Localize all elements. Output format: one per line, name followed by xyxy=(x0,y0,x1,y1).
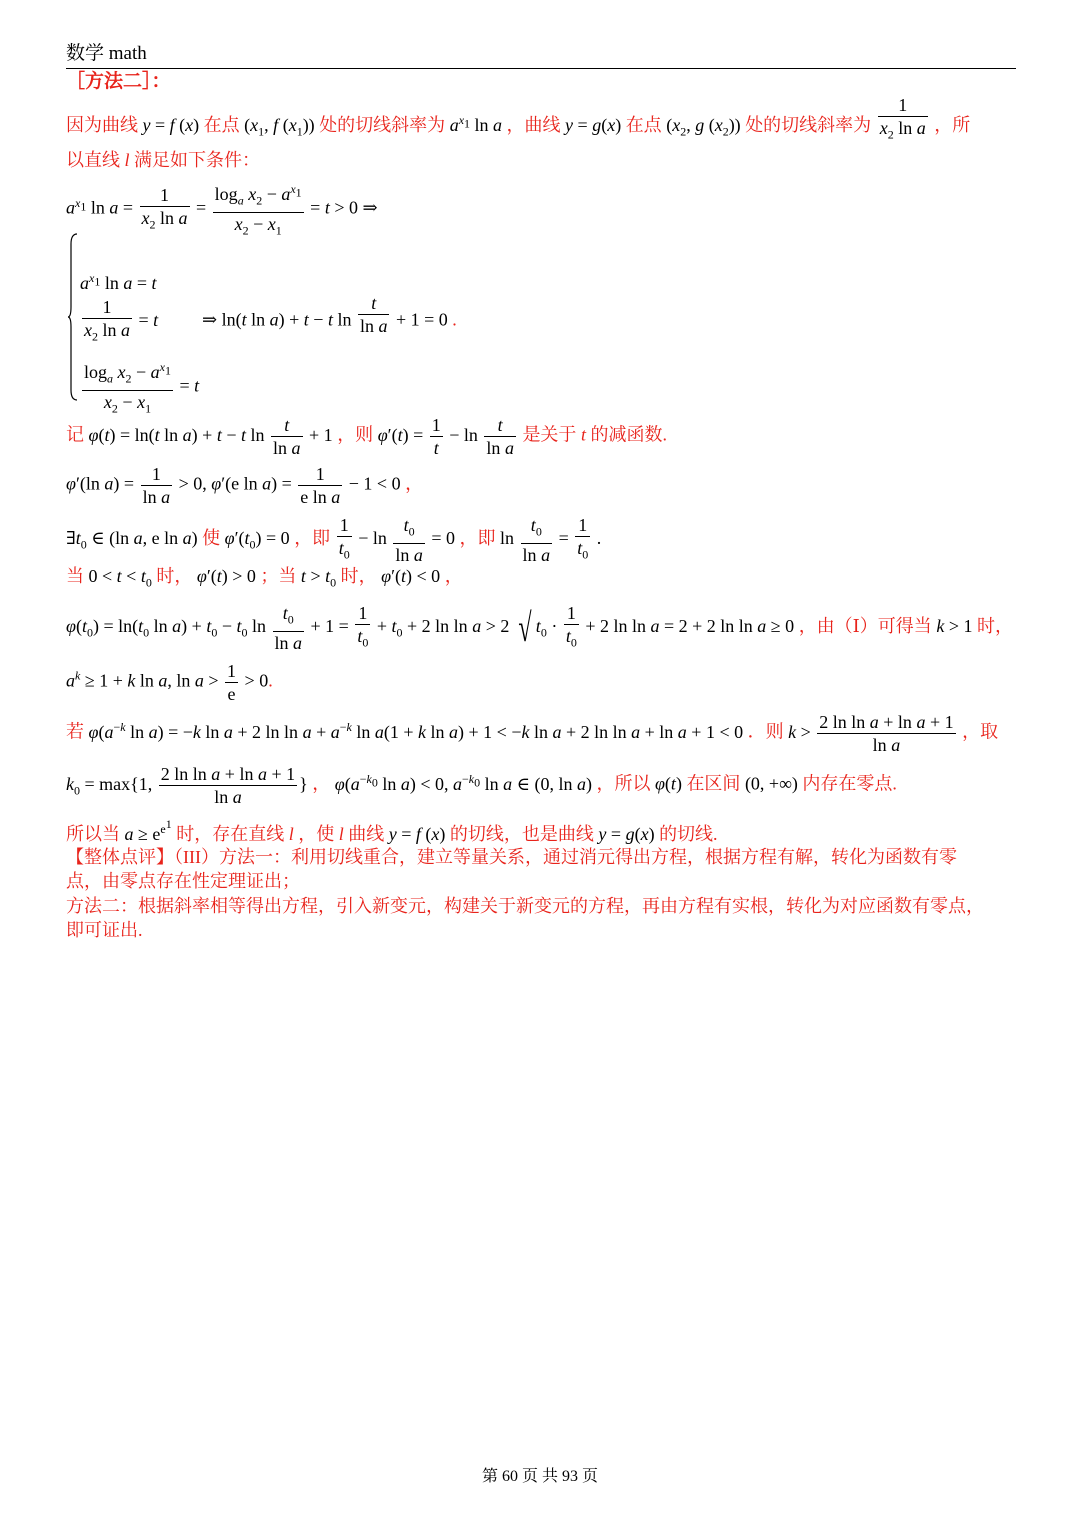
line-exists-t0: $\exists t_0$ ∈ (ln a, e ln a) 使 $\varphi'(t_0) = 0$ ，即 $\frac{1}{t_0}$ − ln $\frac{t_0}{\text{ln a}}$ = 0 ，即 ln $\frac{t_0}{\text{ln a}}$ = $\frac{1}{t_0}$ . xyxy=(66,515,602,565)
header-title: 数学 math xyxy=(66,43,147,64)
system-eq-2: $\frac{1}{x_2 \ln a}$ = t xyxy=(84,297,159,344)
system-brace xyxy=(68,232,78,402)
line-monotonic: 当 $0 < t < t_0$ 时， φ′(t) > 0 ；当 $t > t_0$ 时， φ′(t) < 0 ， xyxy=(66,566,463,590)
line-slope-conditions: 因为曲线 y = f (x) 在点 ($x_1$, f $(x_1)$) 处的切线斜率为 $a^{x_1}$ ln a ，曲线 y = g(x) 在点 ($x_2$, g $(x_2)$) 处的切线斜率为 $\frac{1}{x_2 \ln a}$ ，所 xyxy=(66,95,971,142)
review-line-2: 点，由零点存在性定理证出； xyxy=(66,871,300,891)
line-phi-values: φ′(ln a) = $\frac{1}{\text{ln a}}$ > 0, φ′(e ln a) = $\frac{1}{\text{e ln a}}$ − 1 < 0 ， xyxy=(66,464,424,507)
review-line-3: 方法二：根据斜率相等得出方程，引入新变元，构建关于新变元的方程，再由方程有实根，转化为对应函数有零点， xyxy=(66,896,984,916)
review-line-4: 即可证出. xyxy=(66,920,143,940)
page-footer: 第 60 页 共 93 页 xyxy=(481,1468,598,1485)
line-phi-negative: 若 $\varphi(a^{-k}$ ln a) = −k ln a + 2 $\ln \ln a + a^{-k}$ ln a(1 + k ln a) + 1 < −k ln a + 2 ln ln a + ln a + 1 < 0 ．则 k > $\frac{\text{2 ln ln a + ln a + 1}}{\text{ln a}}$ ，取 xyxy=(66,712,999,755)
line-ak-bound: $a^k \ge 1 + k$ ln a, ln a > $\frac{1}{e}$ > 0. xyxy=(66,661,273,704)
line-phi-t0-bound: $\varphi(t_0) = \ln(t_0$ $\ln a) + t_0 - t_0$ ln $\frac{t_0}{\text{ln a}}$ + 1 = $\frac{1}{t_0}$ + $t_0 + 2$ ln ln a > 2 √ $t_0$ · $\frac{1}{t_0}$ + 2 ln ln a = 2 + 2 ln ln a ≥ 0 ，由（Ⅰ）可得当 k > 1 时， xyxy=(66,603,1013,653)
system-eq-3: $\frac{\log_a x_2 - a^{x_1}}{x_2 - x_1}$ = t xyxy=(80,356,199,419)
page-header xyxy=(66,42,1016,69)
system-eq-1: $a^{x_1}$ ln a = t xyxy=(80,271,157,293)
line-conclusion: 所以当 $a \ge e^{e^1}$ 时，存在直线 l ，使 l 曲线 y = f (x) 的切线，也是曲线 y = g(x) 的切线. xyxy=(66,817,718,844)
line-phi-def: 记 φ(t) = ln(t ln a) + t − t ln $\frac{t}{\text{ln a}}$ + 1 ，则 φ′(t) = $\frac{1}{t}$ − ln $\frac{t}{\text{ln a}}$ 是关于 t 的减函数. xyxy=(66,415,667,458)
review-line-1: 【整体点评】（III）方法一：利用切线重合，建立等量关系，通过消元得出方程，根据方程有解，转化为函数有零 xyxy=(66,847,957,867)
equation-chain: $a^{x_1}$ ln a = $\frac{1}{x_2 \ln a}$ = $\frac{\log_a x_2 - a^{x_1}}{x_2 - x_1}$ = t > 0 ⇒ xyxy=(66,178,378,241)
line-k0-def: $k_0 = \max\{1$, $\frac{\text{2 ln ln a + ln a + 1}}{\text{ln a}}$ } ， $\varphi(a^{-k_0}$ ln a) < 0, $a^{-k_0}$ ln a ∈ (0, ln a) ，所以 φ(t) 在区间 (0, +∞) 内存在零点. xyxy=(66,764,897,807)
line-conditions-intro: 以直线 l 满足如下条件： xyxy=(66,150,261,170)
system-result: ⇒ ln(t ln a) + t − t ln $\frac{t}{\text{ln a}}$ + 1 = 0 . xyxy=(202,293,457,336)
review-heading: 【整体点评】 xyxy=(66,847,174,867)
method-heading: ［方法二］： xyxy=(66,71,171,92)
